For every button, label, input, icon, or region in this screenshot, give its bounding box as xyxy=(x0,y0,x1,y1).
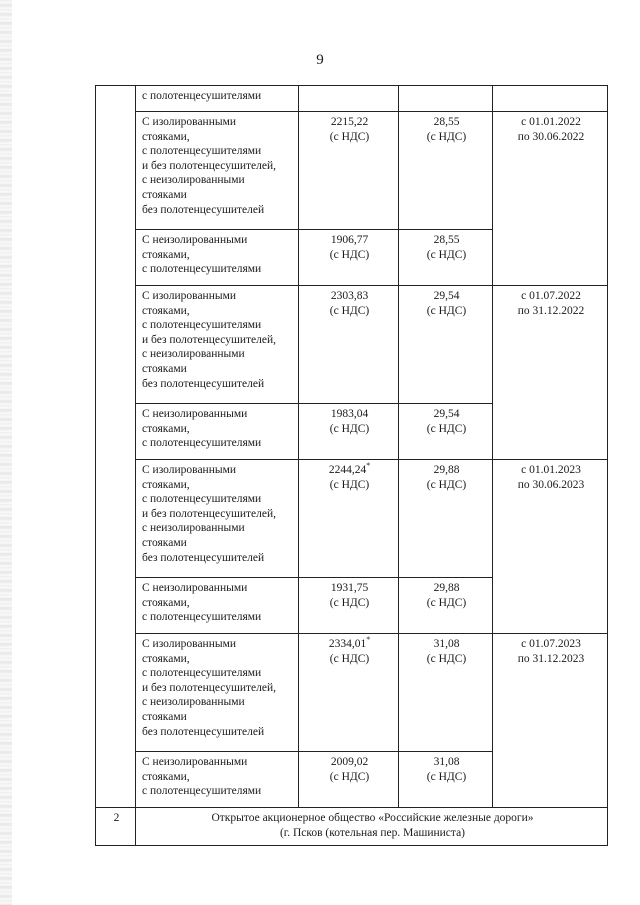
rate-vat-note: (с НДС) xyxy=(426,596,467,609)
price-cell xyxy=(299,460,399,578)
table-row xyxy=(96,634,608,752)
price-vat-note: (с НДС) xyxy=(329,770,370,783)
rate-value: 28,55 xyxy=(433,234,460,246)
rate-cell xyxy=(399,578,493,634)
price-value: 2303,83 xyxy=(330,290,369,302)
price-vat-note: (с НДС) xyxy=(329,652,370,665)
organization-name: Открытое акционерное общество «Российские железные дороги» xyxy=(211,812,534,824)
price-vat-note: (с НДС) xyxy=(329,422,370,435)
row-number-cell: 2 xyxy=(96,808,136,846)
description-cell: С неизолированными стояками, с полотенцесушителями xyxy=(136,404,299,460)
price-value: 1983,04 xyxy=(330,408,369,420)
price-cell xyxy=(299,578,399,634)
rate-vat-note: (с НДС) xyxy=(426,304,467,317)
rate-value: 29,54 xyxy=(433,408,460,420)
description-cell: С изолированными стояками, с полотенцесушителями и без полотенцесушителей, с неизолированными стояками без полотенцесушителей xyxy=(136,460,299,578)
price-footnote-mark: * xyxy=(366,461,371,471)
price-vat-note: (с НДС) xyxy=(329,248,370,261)
organization-location: (г. Псков (котельная пер. Машиниста) xyxy=(279,826,466,839)
rate-vat-note: (с НДС) xyxy=(426,478,467,491)
period-cell: с 01.07.2022 по 31.12.2022 xyxy=(493,286,608,460)
table-row xyxy=(96,286,608,404)
rate-cell xyxy=(399,230,493,286)
description-cell: С неизолированными стояками, с полотенцесушителями xyxy=(136,578,299,634)
price-vat-note: (с НДС) xyxy=(329,130,370,143)
period-cell: с 01.07.2023 по 31.12.2023 xyxy=(493,634,608,808)
table-row xyxy=(96,808,608,846)
page-number: 9 xyxy=(316,52,324,68)
rate-vat-note: (с НДС) xyxy=(426,770,467,783)
description-cell: С изолированными стояками, с полотенцесушителями и без полотенцесушителей, с неизолированными стояками без полотенцесушителей xyxy=(136,634,299,752)
rate-vat-note: (с НДС) xyxy=(426,422,467,435)
rate-vat-note: (с НДС) xyxy=(426,248,467,261)
price-vat-note: (с НДС) xyxy=(329,304,370,317)
table-row xyxy=(96,86,608,112)
rate-value: 31,08 xyxy=(433,638,460,650)
description-cell: С неизолированными стояками, с полотенцесушителями xyxy=(136,230,299,286)
rate-value: 29,88 xyxy=(433,464,460,476)
rate-vat-note: (с НДС) xyxy=(426,652,467,665)
rate-cell xyxy=(399,286,493,404)
price-cell xyxy=(299,752,399,808)
rate-vat-note: (с НДС) xyxy=(426,130,467,143)
rate-value: 31,08 xyxy=(433,756,460,768)
price-vat-note: (с НДС) xyxy=(329,596,370,609)
rate-cell xyxy=(399,86,493,112)
price-footnote-mark: * xyxy=(366,635,371,645)
scan-edge xyxy=(0,0,12,905)
rate-value: 28,55 xyxy=(433,116,460,128)
period-cell: с 01.01.2022 по 30.06.2022 xyxy=(493,112,608,286)
period-cell xyxy=(493,86,608,112)
period-cell: с 01.01.2023 по 30.06.2023 xyxy=(493,460,608,634)
description-cell: С изолированными стояками, с полотенцесушителями и без полотенцесушителей, с неизолированными стояками без полотенцесушителей xyxy=(136,286,299,404)
row-number-cell xyxy=(96,86,136,808)
tariff-table xyxy=(95,85,608,846)
description-cell: С неизолированными стояками, с полотенцесушителями xyxy=(136,752,299,808)
price-value: 2215,22 xyxy=(330,116,369,128)
rate-value: 29,88 xyxy=(433,582,460,594)
rate-cell xyxy=(399,112,493,230)
price-value: 2244,24 xyxy=(328,464,367,476)
table-row xyxy=(96,112,608,230)
price-cell xyxy=(299,230,399,286)
price-value: 1931,75 xyxy=(330,582,369,594)
price-cell xyxy=(299,404,399,460)
description-cell: с полотенцесушителями xyxy=(136,86,299,112)
price-value: 2334,01 xyxy=(328,638,367,650)
price-cell xyxy=(299,286,399,404)
price-vat-note: (с НДС) xyxy=(329,478,370,491)
description-cell: С изолированными стояками, с полотенцесушителями и без полотенцесушителей, с неизолированными стояками без полотенцесушителей xyxy=(136,112,299,230)
rate-cell xyxy=(399,460,493,578)
price-cell xyxy=(299,634,399,752)
rate-cell xyxy=(399,752,493,808)
price-cell xyxy=(299,86,399,112)
rate-value: 29,54 xyxy=(433,290,460,302)
price-cell xyxy=(299,112,399,230)
table-row xyxy=(96,460,608,578)
rate-cell xyxy=(399,634,493,752)
price-value: 1906,77 xyxy=(330,234,369,246)
rate-cell xyxy=(399,404,493,460)
price-value: 2009,02 xyxy=(330,756,369,768)
organization-cell xyxy=(136,808,608,846)
